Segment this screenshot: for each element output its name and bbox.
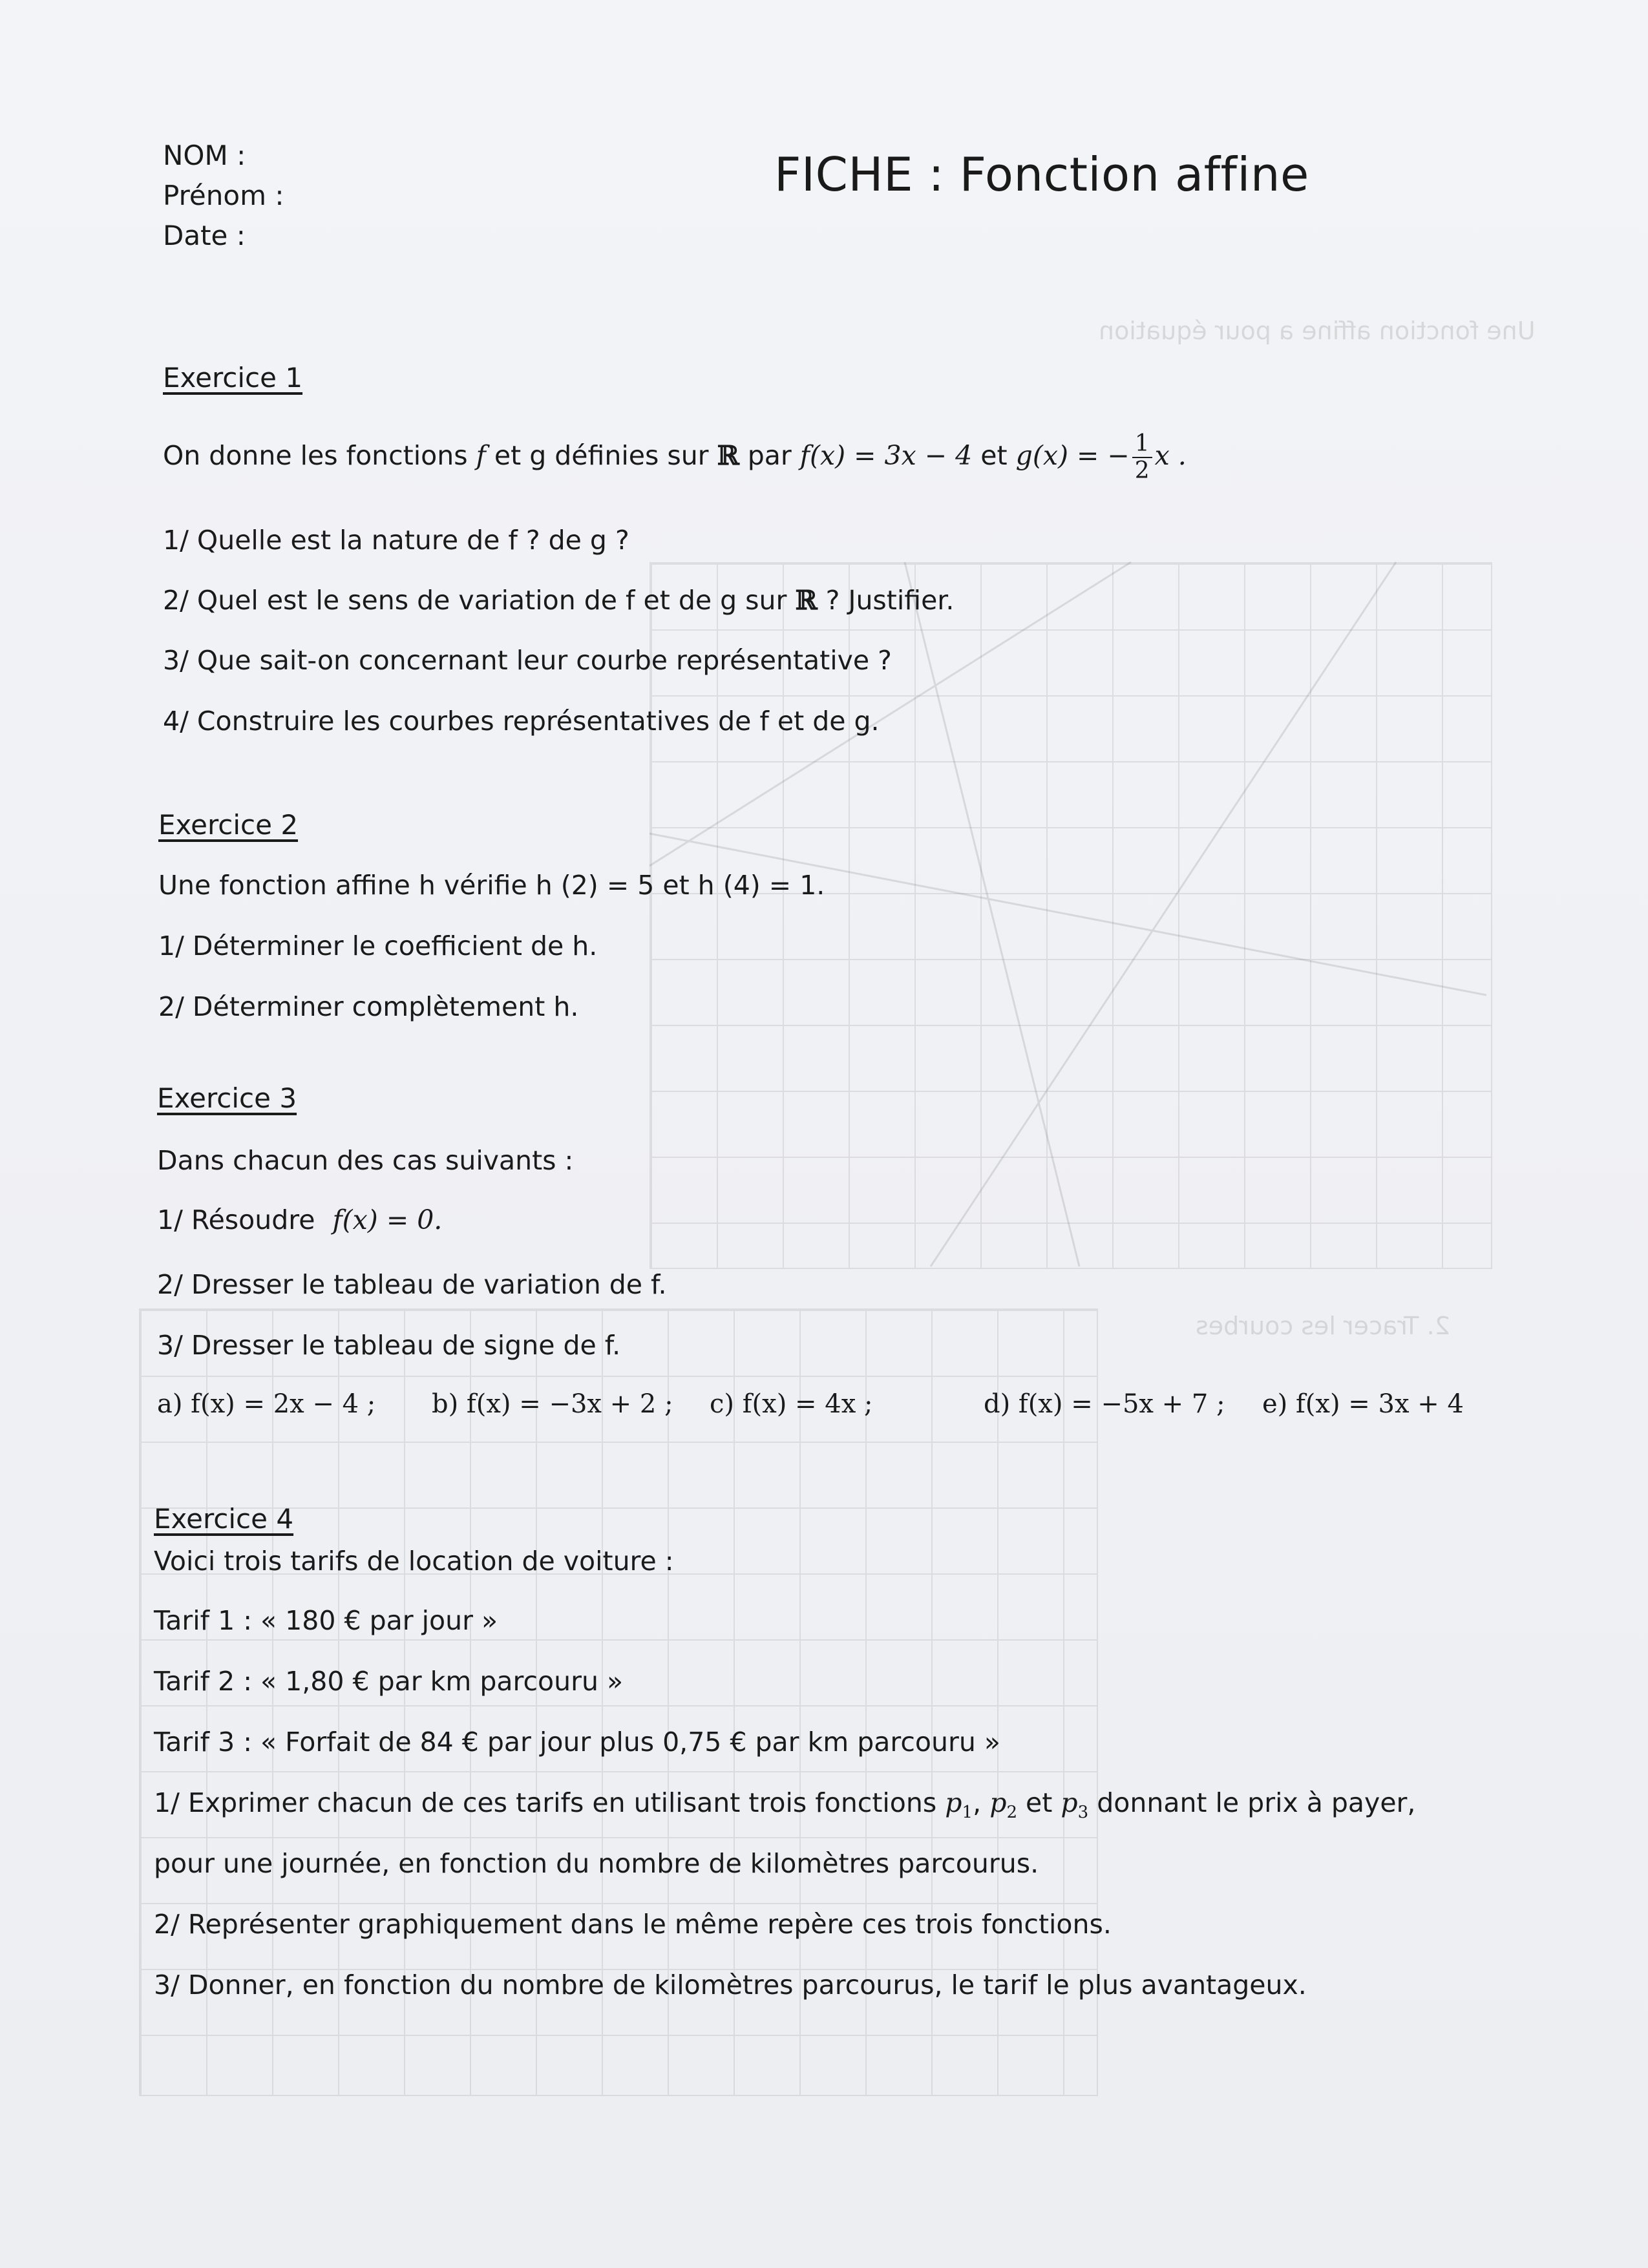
intro-text: et g définies sur (494, 440, 709, 471)
fraction-numerator: 1 (1132, 431, 1152, 458)
f-definition: f(x) = 3x − 4 (799, 440, 973, 471)
exercise-3-title: Exercice 3 (157, 1082, 297, 1114)
f-symbol: f (476, 440, 486, 471)
exercise-3-q2: 2/ Dresser le tableau de variation de f. (157, 1269, 667, 1300)
exercise-3-case-b: b) f(x) = −3x + 2 ; (432, 1389, 673, 1419)
exercise-2-statement: Une fonction affine h vérifie h (2) = 5 et h (4) = 1. (158, 870, 825, 901)
exercise-1-q1: 1/ Quelle est la nature de f ? de g ? (163, 525, 629, 556)
fraction-one-half (1132, 431, 1152, 484)
separator: , (973, 1787, 982, 1818)
exercise-3-case-a: a) f(x) = 2x − 4 ; (157, 1389, 376, 1419)
exercise-4-tarif-3: Tarif 3 : « Forfait de 84 € par jour plus 0,75 € par km parcouru » (154, 1727, 1000, 1758)
g-definition-left: g(x) = − (1015, 440, 1130, 471)
exercise-4-q3: 3/ Donner, en fonction du nombre de kilomètres parcourus, le tarif le plus avantageux. (154, 1969, 1307, 2000)
p2-symbol: p (989, 1787, 1007, 1818)
exercise-1-q2 (163, 585, 954, 616)
exercise-3-case-c: c) f(x) = 4x ; (710, 1389, 873, 1419)
exercise-4-title: Exercice 4 (154, 1503, 294, 1535)
q1-text: donnant le prix à payer, (1097, 1787, 1416, 1818)
intro-text: par (747, 440, 792, 471)
date-label: Date : (163, 220, 246, 251)
reals-symbol: ℝ (795, 585, 818, 616)
exercise-1-q4: 4/ Construire les courbes représentatives de f et de g. (163, 706, 880, 737)
exercise-3-intro: Dans chacun des cas suivants : (157, 1145, 574, 1176)
intro-text: On donne les fonctions (163, 440, 468, 471)
p1-symbol: p (945, 1787, 962, 1818)
nom-label: NOM : (163, 140, 246, 171)
bleed-through-text: 2. Tracer les courbes (1196, 1312, 1450, 1340)
exercise-2-q1: 1/ Déterminer le coefficient de h. (158, 930, 598, 961)
p2-subscript: 2 (1006, 1803, 1017, 1823)
exercise-3-case-d: d) f(x) = −5x + 7 ; (984, 1389, 1225, 1419)
g-definition-right: x . (1154, 440, 1187, 471)
exercise-1-title: Exercice 1 (163, 362, 303, 394)
p3-symbol: p (1061, 1787, 1078, 1818)
exercise-2-q2: 2/ Déterminer complètement h. (158, 991, 579, 1022)
equation: f(x) = 0. (332, 1204, 443, 1235)
q2-text: ? Justifier. (825, 585, 955, 616)
exercise-4-tarif-2: Tarif 2 : « 1,80 € par km parcouru » (154, 1666, 624, 1697)
reals-symbol: ℝ (717, 440, 739, 471)
exercise-1-intro (163, 426, 1187, 485)
exercise-4-tarif-1: Tarif 1 : « 180 € par jour » (154, 1605, 498, 1636)
exercise-4-q1-continued: pour une journée, en fonction du nombre de kilomètres parcourus. (154, 1848, 1039, 1879)
exercise-4-q1 (154, 1787, 1415, 1822)
p1-subscript: 1 (962, 1803, 973, 1823)
p3-subscript: 3 (1077, 1803, 1089, 1823)
bleed-through-text: Une fonction affine a pour équation (1099, 317, 1536, 345)
prenom-label: Prénom : (163, 180, 284, 211)
conjunction: et (1026, 1787, 1053, 1818)
exercise-2-title: Exercice 2 (158, 809, 299, 841)
q1-text: 1/ Résoudre (157, 1204, 315, 1235)
q2-text: 2/ Quel est le sens de variation de f et de g sur (163, 585, 787, 616)
exercise-3-q1 (157, 1204, 442, 1235)
fraction-denominator: 2 (1134, 457, 1150, 484)
exercise-3-q3: 3/ Dresser le tableau de signe de f. (157, 1330, 621, 1361)
q1-text: 1/ Exprimer chacun de ces tarifs en utilisant trois fonctions (154, 1787, 937, 1818)
exercise-4-intro: Voici trois tarifs de location de voiture : (154, 1546, 674, 1577)
exercise-1-q3: 3/ Que sait-on concernant leur courbe représentative ? (163, 645, 892, 676)
student-info (163, 136, 284, 256)
intro-text: et (980, 440, 1008, 471)
page-title: FICHE : Fonction affine (774, 147, 1309, 202)
exercise-3-case-e: e) f(x) = 3x + 4 (1262, 1389, 1464, 1419)
exercise-4-q2: 2/ Représenter graphiquement dans le même repère ces trois fonctions. (154, 1909, 1112, 1940)
